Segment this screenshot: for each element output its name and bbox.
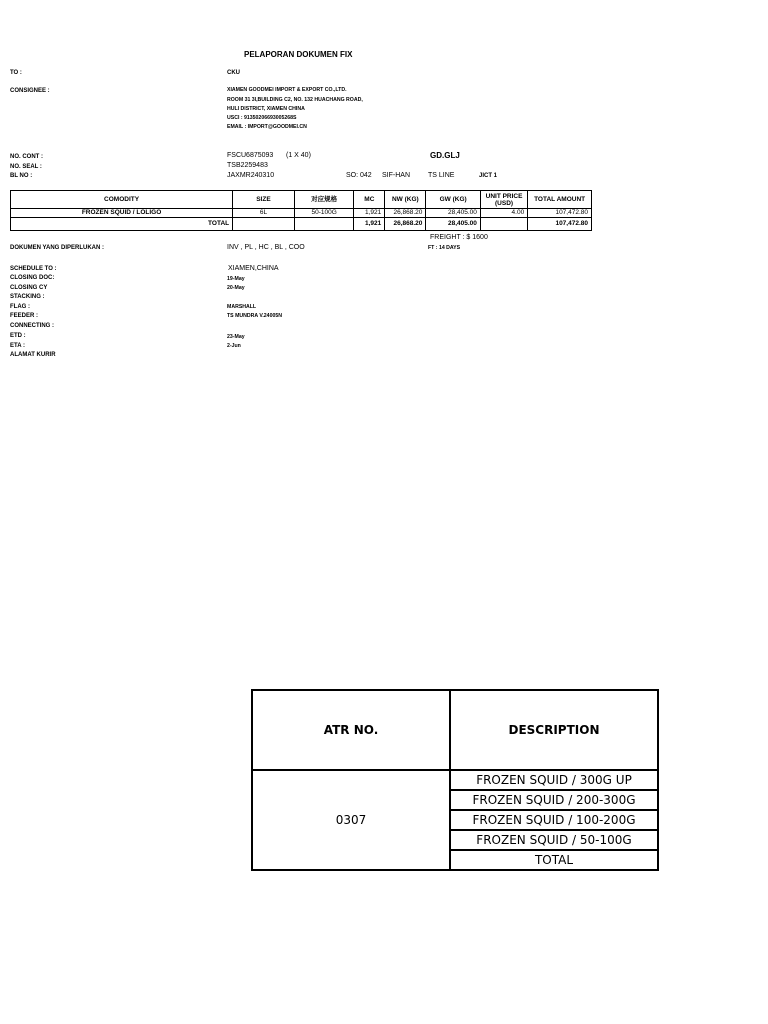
bl-no-label: BL NO : [10,173,33,179]
cell-total-amount: 107,472.80 [528,209,592,218]
consignee-line: ROOM 31 3I,BUILDING C2, NO. 132 HUACHANG ROAD, [227,97,363,103]
cell-empty [480,218,527,231]
table-row [11,209,592,218]
total-gw: 28,405.00 [426,218,481,231]
total-amount: 107,472.80 [528,218,592,231]
table-total-row [11,218,592,231]
closing-cy-label: CLOSING CY [10,285,48,291]
documents-label: DOKUMEN YANG DIPERLUKAN : [10,245,105,251]
description-header: DESCRIPTION [450,690,658,770]
column-header: NW (KG) [385,191,426,209]
stacking-label: STACKING : [10,294,45,300]
cell-gw: 28,405.00 [426,209,481,218]
goods-table [10,190,592,231]
no-cont-label: NO. CONT : [10,154,43,160]
connecting-label: CONNECTING : [10,323,54,329]
cell-size: 6L [233,209,295,218]
documents-value: INV , PL , HC , BL , COO [227,244,305,251]
route: SIF-HAN [382,172,410,179]
total-label: TOTAL [11,218,233,231]
feeder-label: FEEDER : [10,313,39,319]
table-header-row [11,191,592,209]
schedule-value: XIAMEN,CHINA [228,265,279,272]
cell-commodity: FROZEN SQUID / LOLIGO [11,209,233,218]
cell-unit-price: 4.00 [480,209,527,218]
column-header: COMODITY [11,191,233,209]
atr-number: 0307 [252,770,450,870]
consignee-line: XIAMEN GOODMEI IMPORT & EXPORT CO.,LTD. [227,87,347,93]
courier-address-label: ALAMAT KURIR [10,352,56,358]
schedule-label: SCHEDULE TO : [10,266,57,272]
total-nw: 26,868.20 [385,218,426,231]
to-label: TO : [10,70,22,76]
terminal: JICT 1 [479,173,498,179]
description-item: FROZEN SQUID / 300G UP [450,770,658,790]
description-item: FROZEN SQUID / 100-200G [450,810,658,830]
atr-table [251,689,659,871]
description-item: FROZEN SQUID / 50-100G [450,830,658,850]
cell-spec: 50-100G [294,209,354,218]
no-seal-label: NO. SEAL : [10,164,42,170]
shipping-line: TS LINE [428,172,455,179]
column-header: SIZE [233,191,295,209]
column-header: TOTAL AMOUNT [528,191,592,209]
column-header: UNIT PRICE (USD) [480,191,527,209]
closing-doc-value: 19-May [227,276,245,282]
freight: FREIGHT : $ 1600 [430,234,488,241]
consignee-label: CONSIGNEE : [10,88,50,94]
eta-value: 2-Jun [227,343,241,349]
etd-label: ETD : [10,333,26,339]
consignee-line: EMAIL : IMPORT@GOODMEI.CN [227,124,307,130]
cell-empty [233,218,295,231]
cell-nw: 26,868.20 [385,209,426,218]
flag-label: FLAG : [10,304,30,310]
no-cont-value: FSCU6875093 [227,152,274,159]
container-qty: (1 X 40) [286,152,311,159]
page-title: PELAPORAN DOKUMEN FIX [244,50,353,59]
consignee-line: HULI DISTRICT, XIAMEN CHINA [227,106,305,112]
total-mc: 1,921 [354,218,385,231]
cell-mc: 1,921 [354,209,385,218]
closing-cy-value: 20-May [227,285,245,291]
atr-no-header: ATR NO. [252,690,450,770]
no-seal-value: TSB2259483 [227,162,268,169]
etd-value: 23-May [227,334,245,340]
eta-label: ETA : [10,343,25,349]
atr-header-row [252,690,658,770]
column-header: GW (KG) [426,191,481,209]
cell-empty [294,218,354,231]
feeder-value: TS MUNDRA V.24005N [227,313,282,319]
bl-no-value: JAXMR240310 [227,172,275,179]
column-header: MC [354,191,385,209]
free-time: FT : 14 DAYS [428,245,461,251]
column-header: 对应规格 [294,191,354,209]
atr-row [252,770,658,790]
flag-value: MARSHALL [227,304,257,310]
consignee-line: USCI : 91350206693005268S [227,115,297,121]
reference-code: GD.GLJ [430,151,460,160]
description-item: FROZEN SQUID / 200-300G [450,790,658,810]
so-number: SO: 042 [346,172,372,179]
to-value: CKU [227,70,240,76]
description-total: TOTAL [450,850,658,870]
closing-doc-label: CLOSING DOC: [10,275,55,281]
